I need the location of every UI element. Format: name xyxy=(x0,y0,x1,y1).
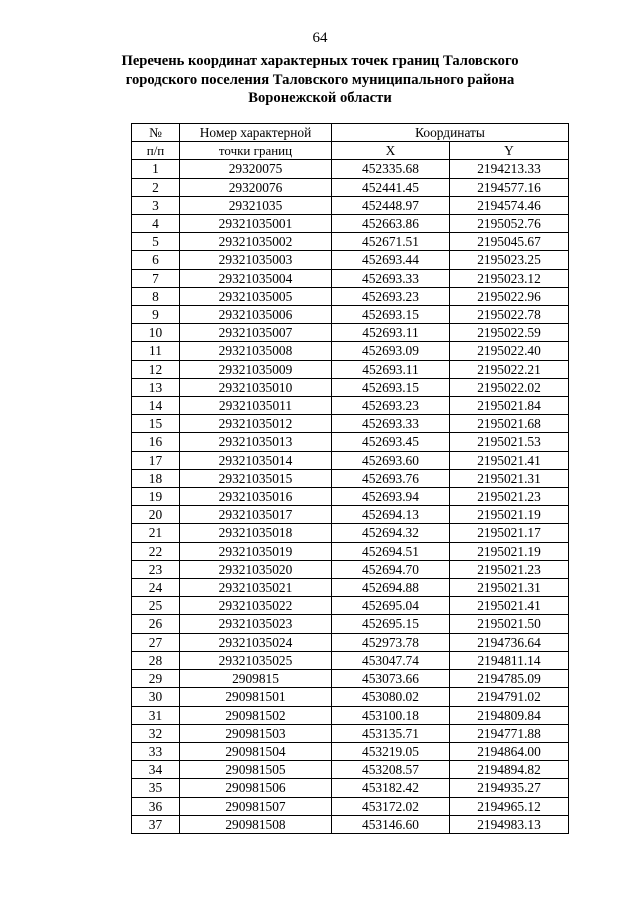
cell-point-id: 29321035011 xyxy=(180,397,332,415)
table-row xyxy=(132,633,569,651)
cell-num: 7 xyxy=(132,269,180,287)
cell-x: 453146.60 xyxy=(332,815,450,833)
table-row xyxy=(132,779,569,797)
cell-point-id: 29321035007 xyxy=(180,324,332,342)
cell-point-id: 29321035 xyxy=(180,196,332,214)
header-point: Номер характерной xyxy=(180,124,332,142)
cell-point-id: 29320076 xyxy=(180,178,332,196)
cell-y: 2195052.76 xyxy=(450,215,569,233)
header-coordinates: Координаты xyxy=(332,124,569,142)
cell-x: 453172.02 xyxy=(332,797,450,815)
cell-x: 452973.78 xyxy=(332,633,450,651)
cell-y: 2195022.21 xyxy=(450,360,569,378)
cell-num: 25 xyxy=(132,597,180,615)
table-row xyxy=(132,415,569,433)
cell-point-id: 29321035021 xyxy=(180,579,332,597)
cell-y: 2194811.14 xyxy=(450,651,569,669)
table-row xyxy=(132,524,569,542)
cell-x: 452694.32 xyxy=(332,524,450,542)
cell-y: 2194791.02 xyxy=(450,688,569,706)
title-line: Воронежской области xyxy=(248,90,392,106)
cell-x: 452694.51 xyxy=(332,542,450,560)
cell-num: 36 xyxy=(132,797,180,815)
cell-x: 452695.04 xyxy=(332,597,450,615)
cell-point-id: 29321035001 xyxy=(180,215,332,233)
cell-point-id: 290981507 xyxy=(180,797,332,815)
table-row xyxy=(132,269,569,287)
table-row xyxy=(132,251,569,269)
cell-point-id: 2909815 xyxy=(180,670,332,688)
cell-x: 452671.51 xyxy=(332,233,450,251)
cell-point-id: 29321035024 xyxy=(180,633,332,651)
cell-point-id: 29321035013 xyxy=(180,433,332,451)
cell-y: 2195021.68 xyxy=(450,415,569,433)
cell-x: 452694.13 xyxy=(332,506,450,524)
cell-num: 21 xyxy=(132,524,180,542)
cell-point-id: 29321035002 xyxy=(180,233,332,251)
cell-x: 452693.09 xyxy=(332,342,450,360)
cell-num: 1 xyxy=(132,160,180,178)
cell-x: 453047.74 xyxy=(332,651,450,669)
table-row xyxy=(132,797,569,815)
cell-x: 453219.05 xyxy=(332,742,450,760)
table-row xyxy=(132,560,569,578)
cell-point-id: 29321035025 xyxy=(180,651,332,669)
cell-x: 452693.33 xyxy=(332,269,450,287)
cell-point-id: 29321035012 xyxy=(180,415,332,433)
cell-x: 452693.15 xyxy=(332,378,450,396)
cell-num: 9 xyxy=(132,306,180,324)
cell-x: 453208.57 xyxy=(332,761,450,779)
cell-x: 452693.45 xyxy=(332,433,450,451)
cell-num: 31 xyxy=(132,706,180,724)
table-row xyxy=(132,506,569,524)
cell-x: 452693.15 xyxy=(332,306,450,324)
cell-x: 452693.11 xyxy=(332,360,450,378)
cell-y: 2195021.31 xyxy=(450,469,569,487)
table-row xyxy=(132,451,569,469)
cell-x: 453100.18 xyxy=(332,706,450,724)
cell-point-id: 29321035022 xyxy=(180,597,332,615)
cell-point-id: 29321035017 xyxy=(180,506,332,524)
cell-point-id: 29321035019 xyxy=(180,542,332,560)
cell-x: 453135.71 xyxy=(332,724,450,742)
cell-point-id: 290981503 xyxy=(180,724,332,742)
table-body xyxy=(132,160,569,834)
cell-point-id: 29321035016 xyxy=(180,488,332,506)
cell-x: 452693.33 xyxy=(332,415,450,433)
cell-point-id: 290981501 xyxy=(180,688,332,706)
cell-y: 2195023.25 xyxy=(450,251,569,269)
cell-x: 452693.11 xyxy=(332,324,450,342)
cell-num: 23 xyxy=(132,560,180,578)
cell-point-id: 29321035020 xyxy=(180,560,332,578)
cell-num: 29 xyxy=(132,670,180,688)
cell-point-id: 290981505 xyxy=(180,761,332,779)
header-point-sub: точки границ xyxy=(180,142,332,160)
cell-num: 32 xyxy=(132,724,180,742)
table-row xyxy=(132,761,569,779)
cell-point-id: 290981502 xyxy=(180,706,332,724)
cell-y: 2194935.27 xyxy=(450,779,569,797)
table-row xyxy=(132,542,569,560)
title-line: Перечень координат характерных точек границ Таловского xyxy=(121,53,519,69)
cell-num: 33 xyxy=(132,742,180,760)
cell-y: 2195021.50 xyxy=(450,615,569,633)
table-row xyxy=(132,615,569,633)
cell-point-id: 29320075 xyxy=(180,160,332,178)
table-row xyxy=(132,287,569,305)
cell-y: 2194864.00 xyxy=(450,742,569,760)
cell-y: 2195021.84 xyxy=(450,397,569,415)
cell-num: 8 xyxy=(132,287,180,305)
cell-num: 22 xyxy=(132,542,180,560)
table-row xyxy=(132,160,569,178)
cell-num: 2 xyxy=(132,178,180,196)
cell-num: 20 xyxy=(132,506,180,524)
cell-point-id: 290981506 xyxy=(180,779,332,797)
page-number: 64 xyxy=(312,30,328,46)
cell-y: 2194809.84 xyxy=(450,706,569,724)
cell-num: 27 xyxy=(132,633,180,651)
cell-y: 2194771.88 xyxy=(450,724,569,742)
cell-y: 2195045.67 xyxy=(450,233,569,251)
table-row xyxy=(132,488,569,506)
cell-point-id: 29321035003 xyxy=(180,251,332,269)
cell-num: 13 xyxy=(132,378,180,396)
cell-x: 452693.60 xyxy=(332,451,450,469)
header-y: Y xyxy=(450,142,569,160)
document-title xyxy=(110,52,530,108)
table-row xyxy=(132,815,569,833)
cell-num: 11 xyxy=(132,342,180,360)
cell-y: 2194983.13 xyxy=(450,815,569,833)
cell-point-id: 29321035015 xyxy=(180,469,332,487)
table-row xyxy=(132,178,569,196)
cell-num: 10 xyxy=(132,324,180,342)
table-row xyxy=(132,306,569,324)
cell-num: 35 xyxy=(132,779,180,797)
coordinates-table xyxy=(131,123,569,834)
cell-y: 2194785.09 xyxy=(450,670,569,688)
cell-y: 2195021.17 xyxy=(450,524,569,542)
cell-y: 2194577.16 xyxy=(450,178,569,196)
cell-num: 17 xyxy=(132,451,180,469)
cell-x: 452693.23 xyxy=(332,397,450,415)
cell-point-id: 29321035006 xyxy=(180,306,332,324)
cell-point-id: 29321035023 xyxy=(180,615,332,633)
cell-y: 2195022.96 xyxy=(450,287,569,305)
table-header xyxy=(132,124,569,160)
table-row xyxy=(132,378,569,396)
table-row xyxy=(132,670,569,688)
cell-num: 4 xyxy=(132,215,180,233)
cell-x: 452663.86 xyxy=(332,215,450,233)
table-row xyxy=(132,215,569,233)
cell-y: 2195021.31 xyxy=(450,579,569,597)
cell-y: 2195022.40 xyxy=(450,342,569,360)
cell-point-id: 29321035008 xyxy=(180,342,332,360)
header-num-sub: п/п xyxy=(132,142,180,160)
cell-x: 452441.45 xyxy=(332,178,450,196)
title-line: городского поселения Таловского муниципального района xyxy=(125,71,515,88)
table-row xyxy=(132,688,569,706)
cell-num: 18 xyxy=(132,469,180,487)
cell-y: 2195022.02 xyxy=(450,378,569,396)
cell-num: 26 xyxy=(132,615,180,633)
table-row xyxy=(132,397,569,415)
cell-num: 24 xyxy=(132,579,180,597)
cell-x: 453182.42 xyxy=(332,779,450,797)
cell-num: 30 xyxy=(132,688,180,706)
cell-x: 452693.94 xyxy=(332,488,450,506)
cell-y: 2195022.59 xyxy=(450,324,569,342)
cell-x: 452695.15 xyxy=(332,615,450,633)
cell-num: 15 xyxy=(132,415,180,433)
cell-num: 34 xyxy=(132,761,180,779)
cell-y: 2194736.64 xyxy=(450,633,569,651)
cell-point-id: 29321035005 xyxy=(180,287,332,305)
cell-point-id: 29321035018 xyxy=(180,524,332,542)
table-row xyxy=(132,433,569,451)
cell-point-id: 29321035009 xyxy=(180,360,332,378)
cell-x: 453080.02 xyxy=(332,688,450,706)
cell-x: 452335.68 xyxy=(332,160,450,178)
cell-num: 6 xyxy=(132,251,180,269)
cell-x: 452693.76 xyxy=(332,469,450,487)
cell-x: 453073.66 xyxy=(332,670,450,688)
cell-num: 14 xyxy=(132,397,180,415)
cell-y: 2195022.78 xyxy=(450,306,569,324)
table-row xyxy=(132,360,569,378)
cell-y: 2195021.41 xyxy=(450,597,569,615)
cell-point-id: 29321035010 xyxy=(180,378,332,396)
table-row xyxy=(132,742,569,760)
cell-y: 2194965.12 xyxy=(450,797,569,815)
cell-num: 16 xyxy=(132,433,180,451)
cell-point-id: 29321035014 xyxy=(180,451,332,469)
cell-y: 2194213.33 xyxy=(450,160,569,178)
cell-point-id: 290981508 xyxy=(180,815,332,833)
cell-y: 2195021.23 xyxy=(450,560,569,578)
table-row xyxy=(132,469,569,487)
header-num: № xyxy=(132,124,180,142)
cell-num: 3 xyxy=(132,196,180,214)
cell-point-id: 290981504 xyxy=(180,742,332,760)
cell-point-id: 29321035004 xyxy=(180,269,332,287)
cell-num: 19 xyxy=(132,488,180,506)
cell-y: 2195021.41 xyxy=(450,451,569,469)
cell-num: 28 xyxy=(132,651,180,669)
cell-x: 452694.88 xyxy=(332,579,450,597)
table-row xyxy=(132,579,569,597)
cell-num: 5 xyxy=(132,233,180,251)
cell-y: 2194894.82 xyxy=(450,761,569,779)
cell-x: 452694.70 xyxy=(332,560,450,578)
header-x: X xyxy=(332,142,450,160)
cell-num: 12 xyxy=(132,360,180,378)
cell-x: 452693.44 xyxy=(332,251,450,269)
cell-num: 37 xyxy=(132,815,180,833)
table-row xyxy=(132,597,569,615)
table-row xyxy=(132,233,569,251)
table-row xyxy=(132,342,569,360)
table-row xyxy=(132,324,569,342)
table-row xyxy=(132,651,569,669)
table-row xyxy=(132,196,569,214)
table-row xyxy=(132,724,569,742)
cell-x: 452693.23 xyxy=(332,287,450,305)
cell-y: 2195021.23 xyxy=(450,488,569,506)
cell-x: 452448.97 xyxy=(332,196,450,214)
cell-y: 2195023.12 xyxy=(450,269,569,287)
table-row xyxy=(132,706,569,724)
cell-y: 2195021.19 xyxy=(450,506,569,524)
cell-y: 2195021.53 xyxy=(450,433,569,451)
cell-y: 2195021.19 xyxy=(450,542,569,560)
cell-y: 2194574.46 xyxy=(450,196,569,214)
